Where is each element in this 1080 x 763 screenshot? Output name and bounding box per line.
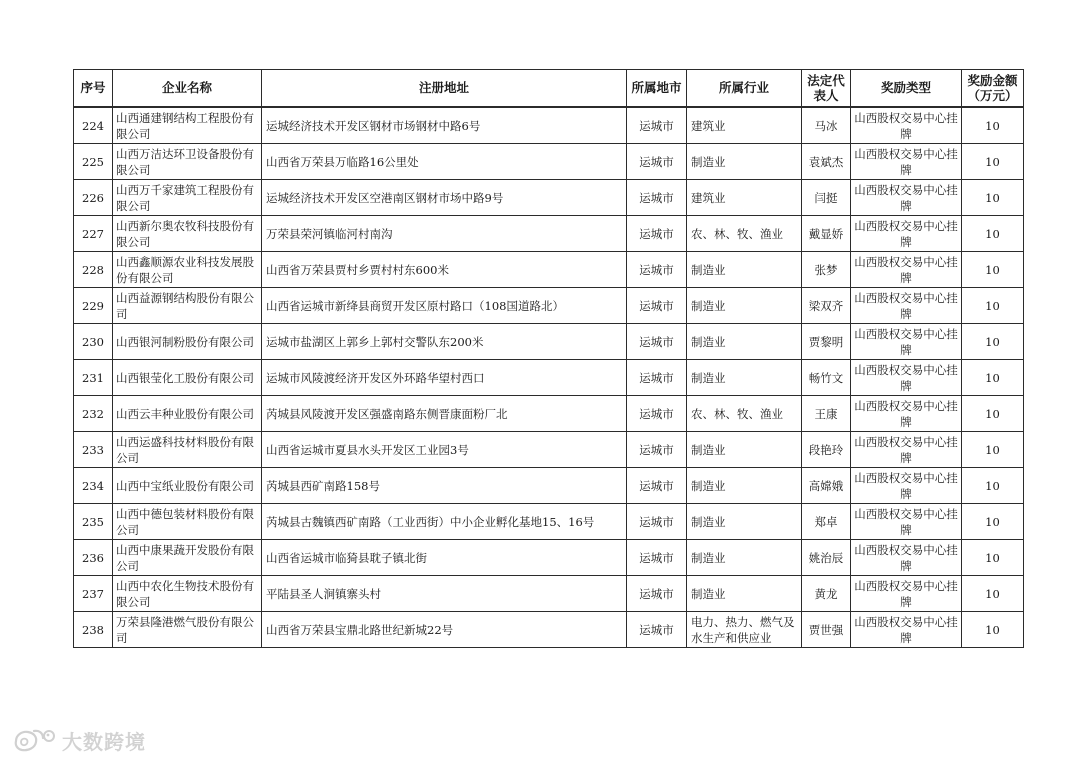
table-row <box>74 216 1024 252</box>
cell-industry: 制造业 <box>687 504 802 540</box>
cell-reward-type: 山西股权交易中心挂牌 <box>851 144 962 180</box>
cell-address: 芮城县风陵渡开发区强盛南路东侧晋康面粉厂北 <box>262 396 627 432</box>
cell-address: 运城市风陵渡经济开发区外环路华望村西口 <box>262 360 627 396</box>
cell-address: 山西省运城市临猗县耽子镇北街 <box>262 540 627 576</box>
header-no: 序号 <box>74 70 113 108</box>
cell-reward-amount: 10 <box>962 360 1024 396</box>
cell-reward-amount: 10 <box>962 252 1024 288</box>
cell-company-name: 万荣县隆港燃气股份有限公司 <box>113 612 262 648</box>
cell-legal-rep: 袁斌杰 <box>802 144 851 180</box>
cell-reward-amount: 10 <box>962 324 1024 360</box>
table-row <box>74 468 1024 504</box>
cell-legal-rep: 闫挺 <box>802 180 851 216</box>
cell-legal-rep: 贾世强 <box>802 612 851 648</box>
cell-company-name: 山西中德包装材料股份有限公司 <box>113 504 262 540</box>
cell-company-name: 山西万千家建筑工程股份有限公司 <box>113 180 262 216</box>
cell-reward-type: 山西股权交易中心挂牌 <box>851 216 962 252</box>
cell-reward-type: 山西股权交易中心挂牌 <box>851 288 962 324</box>
cell-city: 运城市 <box>627 324 687 360</box>
cell-industry: 制造业 <box>687 288 802 324</box>
cell-legal-rep: 段艳玲 <box>802 432 851 468</box>
cell-address: 运城经济技术开发区钢材市场钢材中路6号 <box>262 107 627 144</box>
cell-no: 238 <box>74 612 113 648</box>
watermark-text: 大数跨境 <box>62 730 146 754</box>
cell-reward-amount: 10 <box>962 468 1024 504</box>
cell-legal-rep: 姚治辰 <box>802 540 851 576</box>
cell-address: 运城市盐湖区上郭乡上郭村交警队东200米 <box>262 324 627 360</box>
cell-industry: 制造业 <box>687 252 802 288</box>
cell-address: 山西省万荣县万临路16公里处 <box>262 144 627 180</box>
cell-no: 233 <box>74 432 113 468</box>
table-header <box>74 70 1024 108</box>
cell-address: 山西省运城市新绛县商贸开发区原村路口（108国道路北） <box>262 288 627 324</box>
cell-company-name: 山西银河制粉股份有限公司 <box>113 324 262 360</box>
cell-city: 运城市 <box>627 360 687 396</box>
cell-reward-amount: 10 <box>962 107 1024 144</box>
cell-city: 运城市 <box>627 576 687 612</box>
cell-city: 运城市 <box>627 252 687 288</box>
table-row <box>74 540 1024 576</box>
table-row <box>74 504 1024 540</box>
table-row <box>74 360 1024 396</box>
cell-reward-type: 山西股权交易中心挂牌 <box>851 432 962 468</box>
cell-city: 运城市 <box>627 288 687 324</box>
cell-reward-amount: 10 <box>962 180 1024 216</box>
cell-no: 227 <box>74 216 113 252</box>
cell-reward-type: 山西股权交易中心挂牌 <box>851 576 962 612</box>
table-row <box>74 144 1024 180</box>
cell-industry: 农、林、牧、渔业 <box>687 396 802 432</box>
cell-industry: 电力、热力、燃气及水生产和供应业 <box>687 612 802 648</box>
cell-reward-type: 山西股权交易中心挂牌 <box>851 252 962 288</box>
cell-city: 运城市 <box>627 144 687 180</box>
table-row <box>74 180 1024 216</box>
cell-no: 237 <box>74 576 113 612</box>
cell-address: 山西省运城市夏县水头开发区工业园3号 <box>262 432 627 468</box>
cell-legal-rep: 黄龙 <box>802 576 851 612</box>
header-row <box>74 70 1024 108</box>
cell-address: 芮城县古魏镇西矿南路（工业西街）中小企业孵化基地15、16号 <box>262 504 627 540</box>
cell-no: 234 <box>74 468 113 504</box>
cell-no: 235 <box>74 504 113 540</box>
header-amount: 奖励金额（万元） <box>962 70 1024 108</box>
cell-address: 芮城县西矿南路158号 <box>262 468 627 504</box>
cell-reward-type: 山西股权交易中心挂牌 <box>851 468 962 504</box>
cell-reward-type: 山西股权交易中心挂牌 <box>851 360 962 396</box>
cell-no: 228 <box>74 252 113 288</box>
table-row <box>74 252 1024 288</box>
cell-reward-amount: 10 <box>962 612 1024 648</box>
cell-company-name: 山西万洁达环卫设备股份有限公司 <box>113 144 262 180</box>
cell-city: 运城市 <box>627 468 687 504</box>
cell-reward-type: 山西股权交易中心挂牌 <box>851 504 962 540</box>
cell-no: 229 <box>74 288 113 324</box>
cell-company-name: 山西益源钢结构股份有限公司 <box>113 288 262 324</box>
weibo-logo-icon <box>10 727 56 755</box>
cell-no: 230 <box>74 324 113 360</box>
cell-city: 运城市 <box>627 396 687 432</box>
cell-no: 225 <box>74 144 113 180</box>
cell-address: 万荣县荣河镇临河村南沟 <box>262 216 627 252</box>
cell-industry: 制造业 <box>687 324 802 360</box>
cell-reward-amount: 10 <box>962 396 1024 432</box>
cell-no: 232 <box>74 396 113 432</box>
cell-address: 运城经济技术开发区空港南区钢材市场中路9号 <box>262 180 627 216</box>
header-industry: 所属行业 <box>687 70 802 108</box>
cell-reward-amount: 10 <box>962 288 1024 324</box>
header-rep: 法定代表人 <box>802 70 851 108</box>
header-name: 企业名称 <box>113 70 262 108</box>
cell-legal-rep: 王康 <box>802 396 851 432</box>
cell-address: 山西省万荣县宝鼎北路世纪新城22号 <box>262 612 627 648</box>
cell-no: 231 <box>74 360 113 396</box>
cell-company-name: 山西云丰种业股份有限公司 <box>113 396 262 432</box>
cell-reward-amount: 10 <box>962 504 1024 540</box>
cell-legal-rep: 畅竹文 <box>802 360 851 396</box>
header-address: 注册地址 <box>262 70 627 108</box>
cell-company-name: 山西通建钢结构工程股份有限公司 <box>113 107 262 144</box>
cell-city: 运城市 <box>627 107 687 144</box>
table-row <box>74 396 1024 432</box>
cell-industry: 制造业 <box>687 360 802 396</box>
cell-industry: 建筑业 <box>687 180 802 216</box>
table-row <box>74 288 1024 324</box>
table-body <box>74 107 1024 648</box>
cell-reward-type: 山西股权交易中心挂牌 <box>851 324 962 360</box>
cell-legal-rep: 高嫦娥 <box>802 468 851 504</box>
cell-city: 运城市 <box>627 612 687 648</box>
cell-company-name: 山西中农化生物技术股份有限公司 <box>113 576 262 612</box>
header-type: 奖励类型 <box>851 70 962 108</box>
cell-reward-type: 山西股权交易中心挂牌 <box>851 540 962 576</box>
cell-industry: 农、林、牧、渔业 <box>687 216 802 252</box>
cell-reward-type: 山西股权交易中心挂牌 <box>851 612 962 648</box>
table-row <box>74 612 1024 648</box>
cell-legal-rep: 郑卓 <box>802 504 851 540</box>
cell-reward-amount: 10 <box>962 432 1024 468</box>
cell-reward-amount: 10 <box>962 576 1024 612</box>
cell-company-name: 山西中康果蔬开发股份有限公司 <box>113 540 262 576</box>
cell-company-name: 山西鑫顺源农业科技发展股份有限公司 <box>113 252 262 288</box>
cell-legal-rep: 戴显娇 <box>802 216 851 252</box>
cell-industry: 制造业 <box>687 432 802 468</box>
cell-address: 山西省万荣县贾村乡贾村村东600米 <box>262 252 627 288</box>
header-city: 所属地市 <box>627 70 687 108</box>
cell-company-name: 山西运盛科技材料股份有限公司 <box>113 432 262 468</box>
cell-industry: 建筑业 <box>687 107 802 144</box>
cell-reward-amount: 10 <box>962 216 1024 252</box>
cell-legal-rep: 马冰 <box>802 107 851 144</box>
cell-no: 236 <box>74 540 113 576</box>
cell-company-name: 山西新尔奥农牧科技股份有限公司 <box>113 216 262 252</box>
cell-company-name: 山西中宝纸业股份有限公司 <box>113 468 262 504</box>
cell-industry: 制造业 <box>687 468 802 504</box>
table-row <box>74 107 1024 144</box>
cell-reward-amount: 10 <box>962 144 1024 180</box>
cell-reward-type: 山西股权交易中心挂牌 <box>851 180 962 216</box>
cell-reward-type: 山西股权交易中心挂牌 <box>851 107 962 144</box>
watermark <box>10 726 146 755</box>
cell-city: 运城市 <box>627 180 687 216</box>
cell-city: 运城市 <box>627 216 687 252</box>
cell-legal-rep: 贾黎明 <box>802 324 851 360</box>
table-row <box>74 324 1024 360</box>
cell-no: 224 <box>74 107 113 144</box>
cell-city: 运城市 <box>627 540 687 576</box>
cell-city: 运城市 <box>627 432 687 468</box>
table-row <box>74 576 1024 612</box>
reward-table <box>73 69 1024 648</box>
cell-industry: 制造业 <box>687 144 802 180</box>
cell-city: 运城市 <box>627 504 687 540</box>
cell-legal-rep: 梁双齐 <box>802 288 851 324</box>
cell-reward-amount: 10 <box>962 540 1024 576</box>
cell-industry: 制造业 <box>687 540 802 576</box>
cell-company-name: 山西银莹化工股份有限公司 <box>113 360 262 396</box>
table-row <box>74 432 1024 468</box>
cell-industry: 制造业 <box>687 576 802 612</box>
cell-legal-rep: 张梦 <box>802 252 851 288</box>
cell-no: 226 <box>74 180 113 216</box>
cell-address: 平陆县圣人涧镇寨头村 <box>262 576 627 612</box>
cell-reward-type: 山西股权交易中心挂牌 <box>851 396 962 432</box>
